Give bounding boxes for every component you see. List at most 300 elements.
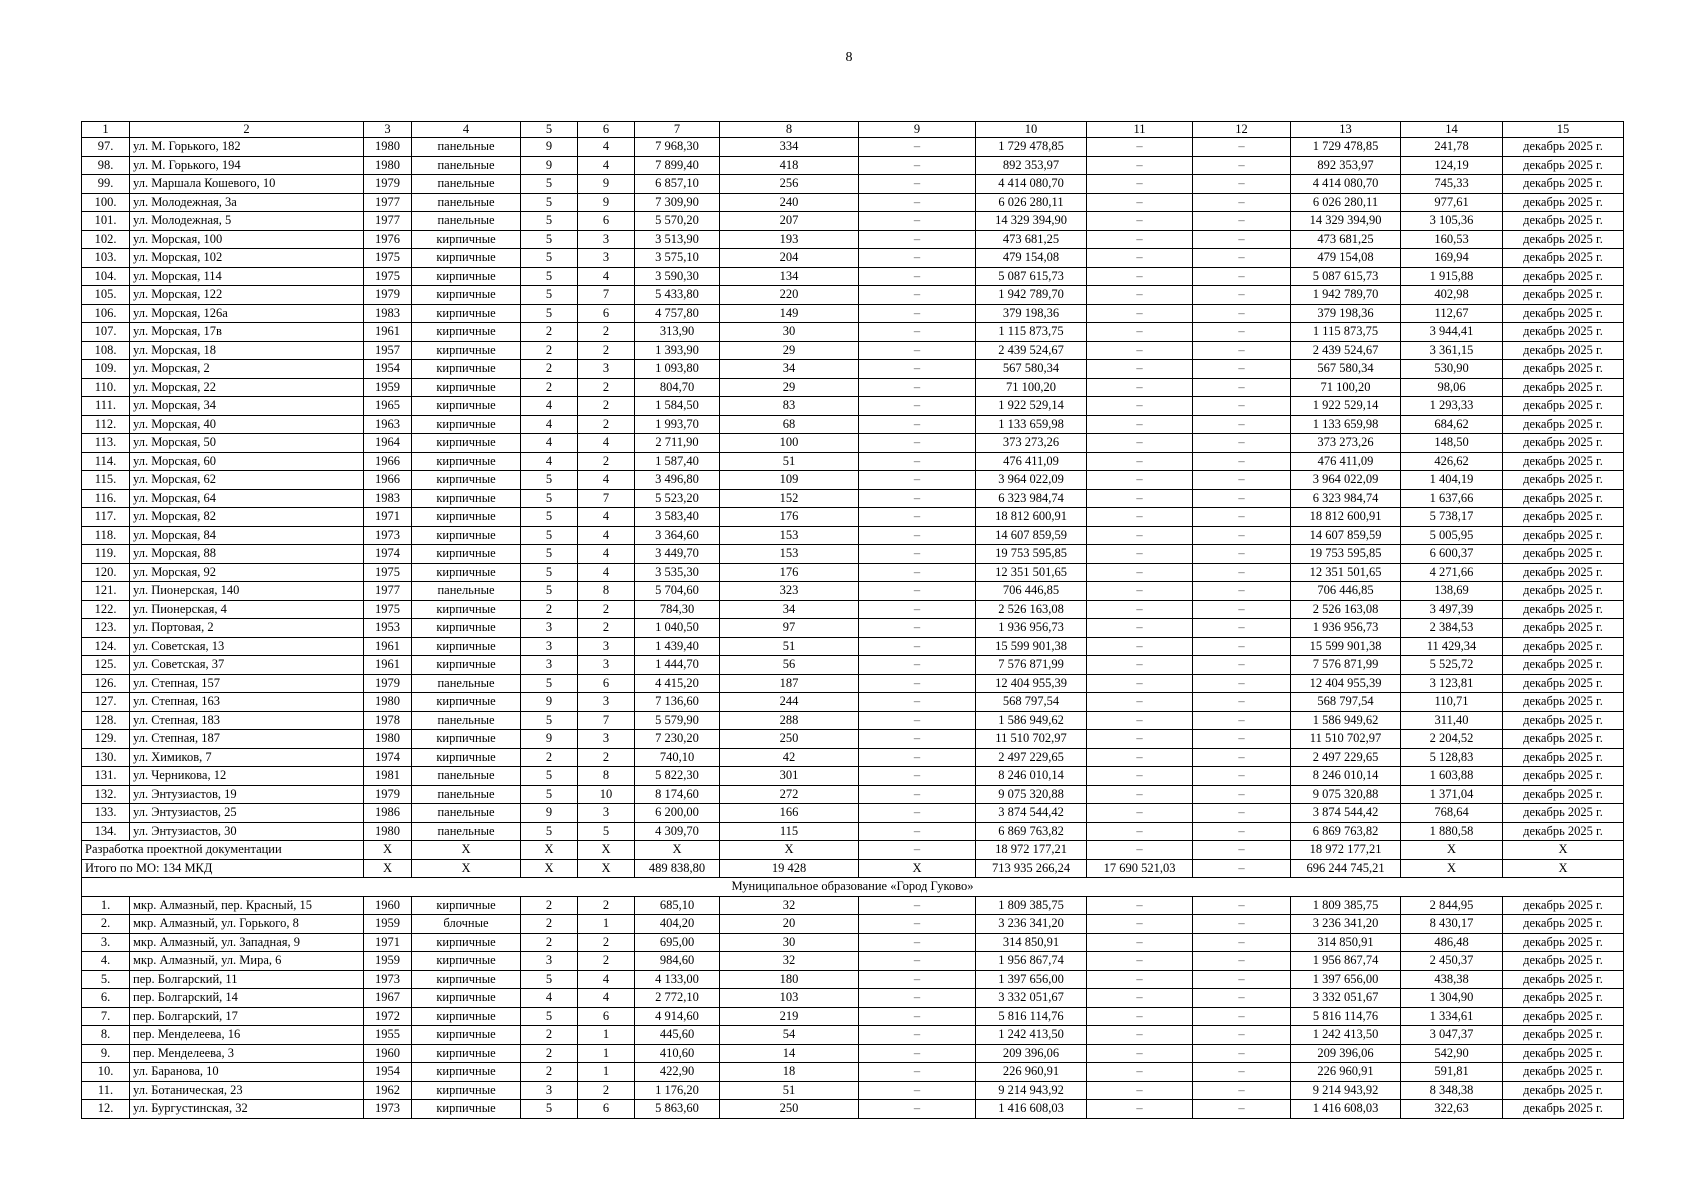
table-cell: 19 753 595,85 [1291,545,1401,564]
table-cell: 542,90 [1401,1044,1503,1063]
table-cell: 4 414 080,70 [976,175,1087,194]
table-cell: 180 [720,970,859,989]
table-cell: 706 446,85 [1291,582,1401,601]
address-cell: ул. Черникова, 12 [130,767,364,786]
address-cell: ул. Химиков, 7 [130,748,364,767]
table-cell: декабрь 2025 г. [1503,952,1624,971]
table-cell: 98,06 [1401,378,1503,397]
table-row [82,656,1624,675]
table-cell: 8 174,60 [635,785,720,804]
table-cell: 1 115 873,75 [1291,323,1401,342]
table-cell: 1 371,04 [1401,785,1503,804]
table-cell: кирпичные [412,323,521,342]
table-cell: – [859,526,976,545]
table-cell: 3 332 051,67 [1291,989,1401,1008]
table-cell: 3 [578,656,635,675]
table-cell: – [859,397,976,416]
table-cell: 7 [578,286,635,305]
table-cell: – [1087,619,1193,638]
table-cell: – [859,267,976,286]
table-cell: 8 246 010,14 [976,767,1087,786]
table-cell: 56 [720,656,859,675]
table-cell: 2 [521,341,578,360]
address-cell: пер. Менделеева, 16 [130,1026,364,1045]
table-cell: 5 816 114,76 [1291,1007,1401,1026]
table-cell: 9 075 320,88 [976,785,1087,804]
table-cell: – [859,989,976,1008]
table-cell: кирпичные [412,378,521,397]
row-number: 10. [82,1063,130,1082]
table-cell: 3 496,80 [635,471,720,490]
summary-cell: 17 690 521,03 [1087,859,1193,878]
table-cell: декабрь 2025 г. [1503,563,1624,582]
table-cell: 6 869 763,82 [976,822,1087,841]
table-cell: 7 309,90 [635,193,720,212]
table-cell: – [1193,193,1291,212]
table-cell: 2 [521,915,578,934]
table-cell: 1974 [364,748,412,767]
table-cell: декабрь 2025 г. [1503,175,1624,194]
table-cell: 1976 [364,230,412,249]
table-cell: 1 242 413,50 [976,1026,1087,1045]
table-cell: 4 [578,989,635,1008]
table-cell: 479 154,08 [976,249,1087,268]
table-cell: 1 880,58 [1401,822,1503,841]
table-cell: – [1087,600,1193,619]
table-cell: кирпичные [412,600,521,619]
table-cell: – [859,286,976,305]
table-cell: 445,60 [635,1026,720,1045]
table-cell: декабрь 2025 г. [1503,286,1624,305]
table-cell: декабрь 2025 г. [1503,415,1624,434]
table-cell: 1983 [364,489,412,508]
address-cell: пер. Болгарский, 14 [130,989,364,1008]
row-number: 12. [82,1100,130,1119]
table-cell: 18 812 600,91 [1291,508,1401,527]
row-number: 113. [82,434,130,453]
address-cell: ул. Морская, 114 [130,267,364,286]
address-cell: ул. Морская, 84 [130,526,364,545]
table-cell: 745,33 [1401,175,1503,194]
table-cell: 301 [720,767,859,786]
table-cell: – [859,896,976,915]
table-cell: 1963 [364,415,412,434]
address-cell: пер. Болгарский, 17 [130,1007,364,1026]
row-number: 115. [82,471,130,490]
table-cell: – [859,637,976,656]
table-cell: декабрь 2025 г. [1503,471,1624,490]
table-row [82,249,1624,268]
table-cell: 1 444,70 [635,656,720,675]
table-cell: 42 [720,748,859,767]
table-cell: 5 [521,508,578,527]
table-cell: 1977 [364,212,412,231]
table-cell: 1 176,20 [635,1081,720,1100]
row-number: 114. [82,452,130,471]
table-cell: – [1193,230,1291,249]
summary-cell: 19 428 [720,859,859,878]
table-row [82,360,1624,379]
table-cell: 2 526 163,08 [976,600,1087,619]
table-row [82,989,1624,1008]
table-cell: 3 [521,619,578,638]
row-number: 6. [82,989,130,1008]
address-cell: ул. Степная, 163 [130,693,364,712]
table-cell: 4 271,66 [1401,563,1503,582]
table-cell: 3 497,39 [1401,600,1503,619]
design-row-label: Разработка проектной документации [82,841,364,860]
table-cell: 288 [720,711,859,730]
table-cell: 5 [521,193,578,212]
table-cell: кирпичные [412,637,521,656]
table-row [82,563,1624,582]
table-cell: 1980 [364,156,412,175]
summary-cell: X [1503,841,1624,860]
table-cell: 5 822,30 [635,767,720,786]
table-cell: кирпичные [412,970,521,989]
table-cell: декабрь 2025 г. [1503,730,1624,749]
table-cell: 2 [578,952,635,971]
table-cell: 71 100,20 [1291,378,1401,397]
table-cell: 4 [578,138,635,157]
table-cell: 684,62 [1401,415,1503,434]
table-cell: декабрь 2025 г. [1503,637,1624,656]
table-cell: 5 [521,970,578,989]
table-row [82,730,1624,749]
table-cell: – [1087,1081,1193,1100]
table-cell: 14 329 394,90 [976,212,1087,231]
table-cell: панельные [412,674,521,693]
table-cell: 153 [720,545,859,564]
table-cell: декабрь 2025 г. [1503,138,1624,157]
table-cell: 3 [521,952,578,971]
table-row [82,526,1624,545]
table-cell: 9 214 943,92 [976,1081,1087,1100]
table-cell: – [1193,693,1291,712]
table-cell: – [859,822,976,841]
table-cell: 486,48 [1401,933,1503,952]
table-cell: 3 [578,730,635,749]
table-cell: панельные [412,175,521,194]
table-cell: декабрь 2025 г. [1503,693,1624,712]
address-cell: ул. Ботаническая, 23 [130,1081,364,1100]
table-cell: 2 [578,397,635,416]
table-cell: – [1193,267,1291,286]
table-cell: декабрь 2025 г. [1503,526,1624,545]
table-cell: 1 334,61 [1401,1007,1503,1026]
table-cell: 6 600,37 [1401,545,1503,564]
table-cell: 3 332 051,67 [976,989,1087,1008]
address-cell: ул. Баранова, 10 [130,1063,364,1082]
table-cell: кирпичные [412,397,521,416]
table-cell: 2 [521,933,578,952]
table-cell: декабрь 2025 г. [1503,489,1624,508]
table-cell: 426,62 [1401,452,1503,471]
table-cell: 1980 [364,822,412,841]
table-cell: 3 [578,360,635,379]
table-cell: – [1087,563,1193,582]
table-cell: 3 [521,637,578,656]
address-cell: ул. Бургустинская, 32 [130,1100,364,1119]
table-cell: 568 797,54 [976,693,1087,712]
table-cell: 5 [521,489,578,508]
table-cell: 1 404,19 [1401,471,1503,490]
table-cell: панельные [412,804,521,823]
table-cell: 3 513,90 [635,230,720,249]
table-cell: кирпичные [412,989,521,1008]
address-cell: ул. Молодежная, 5 [130,212,364,231]
table-cell: декабрь 2025 г. [1503,378,1624,397]
table-cell: 1 [578,1026,635,1045]
table-cell: 226 960,91 [976,1063,1087,1082]
table-cell: декабрь 2025 г. [1503,267,1624,286]
table-cell: 3 236 341,20 [976,915,1087,934]
table-cell: 2 526 163,08 [1291,600,1401,619]
table-cell: кирпичные [412,1081,521,1100]
table-cell: декабрь 2025 г. [1503,397,1624,416]
table-cell: – [859,193,976,212]
summary-cell: 18 972 177,21 [1291,841,1401,860]
table-cell: 1 [578,915,635,934]
row-number: 124. [82,637,130,656]
summary-cell: 713 935 266,24 [976,859,1087,878]
table-cell: 740,10 [635,748,720,767]
address-cell: пер. Болгарский, 11 [130,970,364,989]
table-cell: 1 [578,1044,635,1063]
table-cell: декабрь 2025 г. [1503,1081,1624,1100]
table-cell: панельные [412,582,521,601]
table-cell: 1973 [364,970,412,989]
table-cell: 1975 [364,267,412,286]
table-cell: – [859,952,976,971]
table-cell: 3 047,37 [1401,1026,1503,1045]
table-cell: 7 [578,711,635,730]
table-cell: 2 [578,1081,635,1100]
table-cell: – [1087,896,1193,915]
table-cell: 1 936 956,73 [1291,619,1401,638]
address-cell: ул. Советская, 13 [130,637,364,656]
table-cell: – [1087,508,1193,527]
table-row [82,896,1624,915]
table-cell: 1 993,70 [635,415,720,434]
table-cell: кирпичные [412,545,521,564]
table-cell: 402,98 [1401,286,1503,305]
table-cell: 1975 [364,563,412,582]
table-cell: 3 [578,804,635,823]
table-cell: 5 433,80 [635,286,720,305]
table-row [82,711,1624,730]
table-cell: 2 [578,896,635,915]
address-cell: ул. Морская, 40 [130,415,364,434]
table-cell: 1977 [364,193,412,212]
table-cell: 6 323 984,74 [976,489,1087,508]
table-cell: декабрь 2025 г. [1503,212,1624,231]
table-cell: – [1087,933,1193,952]
table-cell: 3 449,70 [635,545,720,564]
design-documentation-row [82,841,1624,860]
table-cell: 1975 [364,249,412,268]
table-cell: 1962 [364,1081,412,1100]
table-cell: 567 580,34 [1291,360,1401,379]
table-cell: 115 [720,822,859,841]
table-cell: 5 128,83 [1401,748,1503,767]
table-cell: – [1087,1007,1193,1026]
address-cell: ул. Морская, 34 [130,397,364,416]
table-cell: – [1193,341,1291,360]
table-cell: 530,90 [1401,360,1503,379]
table-cell: 3 105,36 [1401,212,1503,231]
table-cell: – [859,156,976,175]
table-cell: 15 599 901,38 [1291,637,1401,656]
table-cell: – [1193,545,1291,564]
table-cell: 3 236 341,20 [1291,915,1401,934]
table-cell: 7 230,20 [635,730,720,749]
address-cell: ул. Морская, 50 [130,434,364,453]
table-cell: – [1193,730,1291,749]
table-cell: 4 [578,434,635,453]
section-heading-row [82,878,1624,897]
table-cell: 1960 [364,1044,412,1063]
table-cell: 2 [578,933,635,952]
table-cell: декабрь 2025 г. [1503,896,1624,915]
table-cell: 5 570,20 [635,212,720,231]
table-cell: – [859,249,976,268]
table-cell: 3 583,40 [635,508,720,527]
address-cell: ул. Морская, 18 [130,341,364,360]
table-cell: 8 348,38 [1401,1081,1503,1100]
table-cell: 1 416 608,03 [976,1100,1087,1119]
table-cell: 5 [521,1007,578,1026]
table-cell: – [1193,637,1291,656]
table-cell: декабрь 2025 г. [1503,452,1624,471]
table-cell: – [1193,933,1291,952]
table-cell: – [859,138,976,157]
table-cell: 2 [521,600,578,619]
row-number: 100. [82,193,130,212]
table-cell: – [1193,952,1291,971]
row-number: 99. [82,175,130,194]
table-cell: 8 [578,582,635,601]
table-cell: 9 [521,693,578,712]
table-cell: – [859,656,976,675]
table-cell: – [1087,1044,1193,1063]
address-cell: ул. Пионерская, 4 [130,600,364,619]
table-cell: 2 450,37 [1401,952,1503,971]
table-cell: – [1087,915,1193,934]
table-cell: 250 [720,730,859,749]
table-cell: – [859,748,976,767]
table-cell: 34 [720,360,859,379]
table-cell: 5 [521,1100,578,1119]
table-cell: 1 586 949,62 [1291,711,1401,730]
table-cell: 11 429,34 [1401,637,1503,656]
table-cell: – [859,508,976,527]
table-cell: декабрь 2025 г. [1503,156,1624,175]
table-cell: 7 576 871,99 [1291,656,1401,675]
table-cell: 1966 [364,471,412,490]
table-cell: декабрь 2025 г. [1503,656,1624,675]
table-cell: – [859,1044,976,1063]
table-cell: 1960 [364,896,412,915]
table-cell: – [1087,693,1193,712]
table-cell: – [1087,582,1193,601]
table-cell: – [859,489,976,508]
address-cell: ул. Энтузиастов, 30 [130,822,364,841]
table-cell: 5 [521,563,578,582]
table-cell: 4 [521,415,578,434]
table-cell: кирпичные [412,471,521,490]
table-row [82,582,1624,601]
column-header: 13 [1291,122,1401,138]
table-cell: 241,78 [1401,138,1503,157]
table-cell: – [1193,378,1291,397]
table-cell: панельные [412,156,521,175]
table-cell: – [1193,323,1291,342]
table-cell: – [1193,748,1291,767]
table-cell: 2 [578,600,635,619]
table-cell: 5 [521,711,578,730]
table-cell: – [1087,434,1193,453]
table-cell: 32 [720,896,859,915]
table-cell: 176 [720,508,859,527]
table-cell: 6 857,10 [635,175,720,194]
table-cell: – [1087,1063,1193,1082]
table-cell: 2 439 524,67 [976,341,1087,360]
section-title: Муниципальное образование «Город Гуково» [82,878,1624,897]
table-cell: 209 396,06 [976,1044,1087,1063]
table-cell: – [1087,397,1193,416]
table-cell: кирпичные [412,489,521,508]
table-cell: – [1193,1100,1291,1119]
table-cell: 2 844,95 [1401,896,1503,915]
address-cell: ул. Пионерская, 140 [130,582,364,601]
table-cell: 984,60 [635,952,720,971]
address-cell: ул. Морская, 82 [130,508,364,527]
table-row [82,804,1624,823]
row-number: 129. [82,730,130,749]
table-cell: 5 [521,304,578,323]
table-cell: блочные [412,915,521,934]
table-cell: 1 040,50 [635,619,720,638]
table-cell: кирпичные [412,1063,521,1082]
table-cell: декабрь 2025 г. [1503,193,1624,212]
address-cell: мкр. Алмазный, ул. Западная, 9 [130,933,364,952]
table-cell: – [859,785,976,804]
table-cell: 3 364,60 [635,526,720,545]
table-cell: 1 956 867,74 [976,952,1087,971]
row-number: 134. [82,822,130,841]
table-cell: 2 711,90 [635,434,720,453]
summary-cell: – [859,841,976,860]
table-cell: 110,71 [1401,693,1503,712]
table-cell: декабрь 2025 г. [1503,341,1624,360]
table-cell: декабрь 2025 г. [1503,767,1624,786]
table-cell: 7 [578,489,635,508]
address-cell: ул. М. Горького, 194 [130,156,364,175]
table-cell: – [859,415,976,434]
table-cell: 2 [521,323,578,342]
table-row [82,1026,1624,1045]
table-cell: – [859,1063,976,1082]
table-cell: 3 [578,230,635,249]
table-cell: – [1087,230,1193,249]
table-cell: 567 580,34 [976,360,1087,379]
table-cell: 29 [720,378,859,397]
table-cell: декабрь 2025 г. [1503,1063,1624,1082]
row-number: 1. [82,896,130,915]
table-row [82,1007,1624,1026]
table-cell: 3 [578,637,635,656]
